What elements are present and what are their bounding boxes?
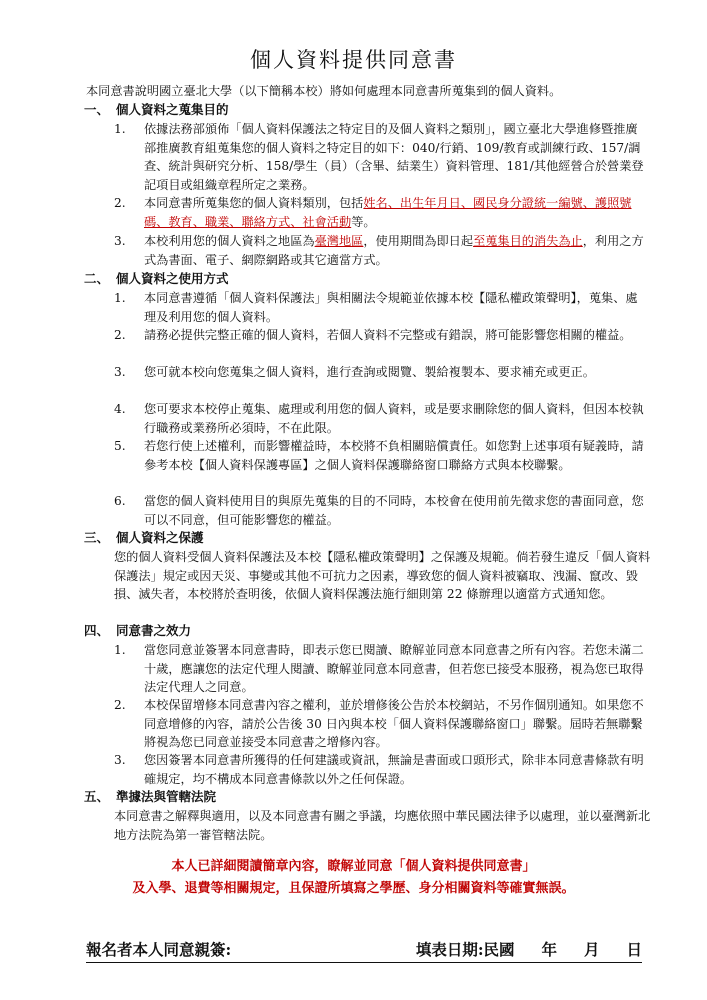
- section-2-heading: 二、 個人資料之使用方式: [84, 271, 229, 286]
- section-2-item-5: 5. 若您行使上述權利，而影響權益時，本校將不負相關賠償責任。如您對上述事項有疑義時，請參考本校【個人資料保護專區】之個人資料保護聯絡窗口聯絡方式與本校聯繫。: [114, 439, 644, 472]
- agreement-notice-line-1: 本人已詳細閱讀簡章內容，瞭解並同意「個人資料提供同意書」: [171, 859, 536, 874]
- section-1-heading: 一、 個人資料之蒐集目的: [84, 102, 229, 117]
- section-3-paragraph: 您的個人資料受個人資料保護法及本校【隱私權政策聲明】之保護及規範。倘若發生違反「個人資料保護法」規定或因天災、事變或其他不可抗力之因素，導致您的個人資料被竊取、洩漏、竄改、毀損、滅失者，本校將於查明後，依個人資料保護法施行細則第 22 條辦理以適當方式通知您。: [114, 550, 651, 602]
- agreement-notice-line-2: 及入學、退費等相關規定，且保證所填寫之學歷、身分相關資料等確實無誤。: [132, 881, 575, 896]
- signature-line[interactable]: [86, 938, 642, 963]
- section-3-heading: 三、 個人資料之保護: [84, 530, 204, 545]
- section-5-heading: 五、 準據法與管轄法院: [84, 789, 217, 804]
- section-1-item-2: 2. 本同意書所蒐集您的個人資料類別，包括姓名、出生年月日、國民身分證統一編號、護照號碼、教育、職業、聯絡方式、社會活動等。: [114, 196, 632, 229]
- section-4-heading: 四、 同意書之效力: [84, 623, 192, 638]
- section-4-item-2: 2. 本校保留增修本同意書內容之權利，並於增修後公告於本校網站，不另作個別通知。如果您不同意增修的內容，請於公告後 30 日內與本校「個人資料保護聯絡窗口」聯繫。屆時若無聯繫將視為您已同意並接受本同意書之增修內容。: [114, 698, 644, 750]
- section-2-item-1: 1. 本同意書遵循「個人資料保護法」與相關法令規範並依據本校【隱私權政策聲明】，蒐集、處理及利用您的個人資料。: [114, 291, 638, 324]
- signature-label: 報名者本人同意親簽:: [86, 940, 232, 959]
- section-2-item-2: 2. 請務必提供完整正確的個人資料，若個人資料不完整或有錯誤，將可能影響您相關的權益。: [114, 328, 632, 342]
- intro-text: 本同意書說明國立臺北大學（以下簡稱本校）將如何處理本同意書所蒐集到的個人資料。: [86, 84, 562, 98]
- highlighted-period: 至蒐集目的消失為止: [473, 234, 583, 248]
- section-2-item-4: 4. 您可要求本校停止蒐集、處理或利用您的個人資料，或是要求刪除您的個人資料，但因本校執行職務或業務所必須時，不在此限。: [114, 402, 644, 435]
- highlighted-region: 臺灣地區: [314, 234, 364, 248]
- section-4-item-3: 3. 您因簽署本同意書所獲得的任何建議或資訊，無論是書面或口頭形式，除非本同意書條款有明確規定，均不構成本同意書條款以外之任何保證。: [114, 753, 644, 786]
- section-4-item-1: 1. 當您同意並簽署本同意書時，即表示您已閱讀、瞭解並同意本同意書之所有內容。若您未滿二十歲，應讓您的法定代理人閱讀、瞭解並同意本同意書，但若您已接受本服務，視為您已取得法定代理人之同意。: [114, 643, 644, 695]
- document-title: 個人資料提供同意書: [250, 48, 457, 72]
- date-field[interactable]: 填表日期:民國 年 月 日: [415, 940, 642, 959]
- section-1-item-3: 3. 本校利用您的個人資料之地區為臺灣地區，使用期間為即日起至蒐集目的消失為止，利用之方式為書面、電子、網際網路或其它適當方式。: [114, 234, 644, 267]
- highlighted-data-types: 姓名、出生年月日、國民身分證統一編號、護照號碼、教育、職業、聯絡方式、社會活動: [144, 196, 632, 229]
- section-5-paragraph: 本同意書之解釋與適用，以及本同意書有關之爭議，均應依照中華民國法律予以處理，並以臺灣新北地方法院為第一審管轄法院。: [114, 809, 651, 842]
- section-1-item-1: 1. 依據法務部頒佈「個人資料保護法之特定目的及個人資料之類別」，國立臺北大學進修暨推廣部推廣教育組蒐集您的個人資料之特定目的如下：040/行銷、109/教育或訓練行政、157/調查、統計與研究分析、158/學生（員）（含畢、結業生）資料管理、181/其他經營合於營業登記項目或組織章程所定之業務。: [114, 122, 644, 192]
- section-2-item-3: 3. 您可就本校向您蒐集之個人資料，進行查詢或閱覽、製給複製本、要求補充或更正。: [114, 365, 595, 379]
- section-2-item-6: 6. 當您的個人資料使用目的與原先蒐集的目的不同時，本校會在使用前先徵求您的書面同意，您可以不同意，但可能影響您的權益。: [114, 494, 644, 527]
